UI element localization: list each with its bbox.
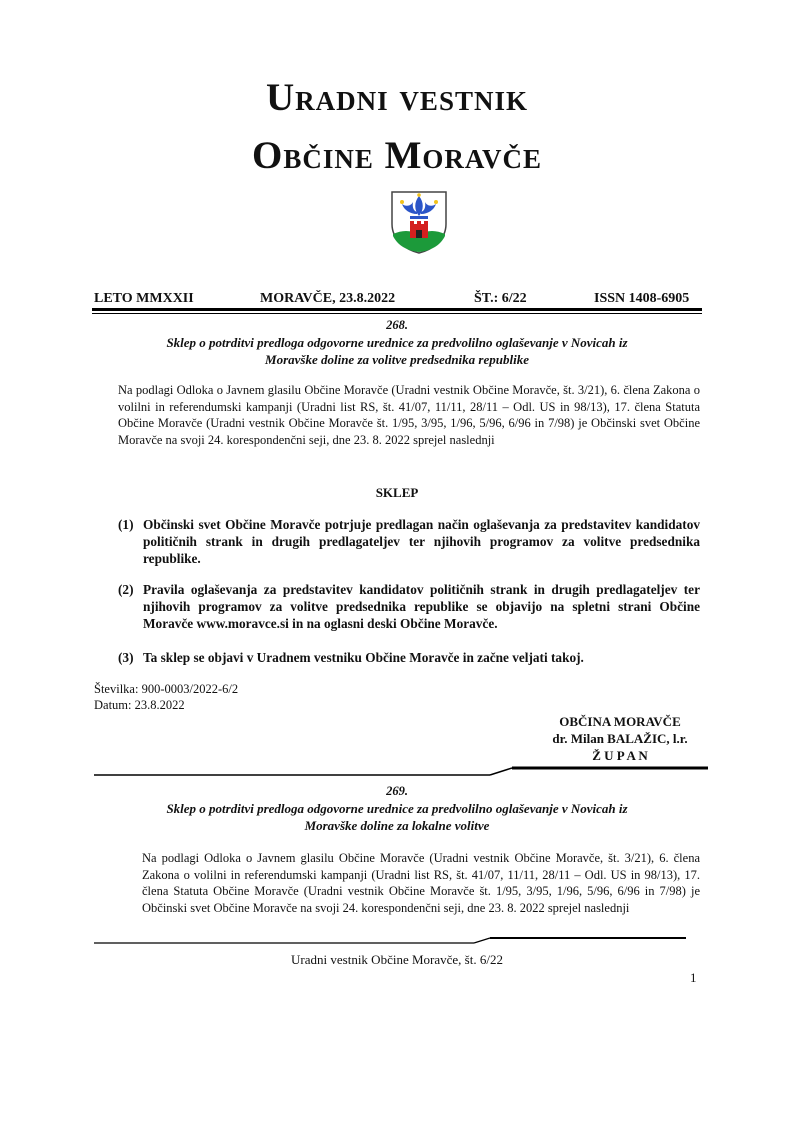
decision-item-2-text: Pravila oglaševanja za predstavitev kandidatov političnih strank in drugih predlagateljev ter njihovih programov za volitve predsednika republike se objavijo na spletni strani Občine Moravče www.moravce.si in na oglasni deski Občine Moravče. <box>143 582 700 631</box>
masthead-rule-thick <box>92 308 702 311</box>
decision-item-2 <box>118 581 700 632</box>
act-269-heading-line2: Moravške doline za lokalne volitve <box>304 818 490 833</box>
page-number: 1 <box>690 970 697 985</box>
masthead-place-date: MORAVČE, 23.8.2022 <box>260 291 396 306</box>
act-268-decision-title: SKLEP <box>375 485 419 500</box>
act-269-heading-line1: Sklep o potrditvi predloga odgovorne urednice za predvolilno oglaševanje v Novicah iz <box>166 801 628 816</box>
section-separator <box>94 763 708 779</box>
act-268-reference <box>94 681 238 713</box>
decision-item-1 <box>118 516 700 567</box>
act-268-datum: Datum: 23.8.2022 <box>94 698 185 712</box>
masthead-year: LETO MMXXII <box>94 291 194 306</box>
masthead-bar <box>94 291 700 309</box>
signature-mayor-name: dr. Milan BALAŽIC, l.r. <box>552 731 688 746</box>
masthead-issn: ISSN 1408-6905 <box>594 291 690 306</box>
page-footer: Uradni vestnik Občine Moravče, št. 6/22 <box>291 952 503 967</box>
decision-item-1-number: (1) <box>118 517 134 532</box>
act-268-signature <box>540 713 700 764</box>
municipal-coat-of-arms-icon <box>390 190 448 254</box>
act-269-intro: Na podlagi Odloka o Javnem glasilu Občine Moravče (Uradni vestnik Občine Moravče, št. 3/21), 6. člena Zakona o volilni in referendumski kampanji (Uradni list RS, št. 41/07, 11/11, 28/11 – Odl. US in 98/13), 17. člena Statuta Občine Moravče (Uradni vestnik Občine Moravče št. 1/95, 3/95, 1/96, 5/96, 6/96 in 7/98) je Občinski svet Občine Moravče na svoji 24. korespondenčni seji, dne 23. 8. 2022 sprejel naslednji <box>142 851 700 915</box>
decision-item-1-text: Občinski svet Občine Moravče potrjuje predlagan način oglaševanja za predstavitev kandidatov političnih strank in drugih predlagateljev ter njihovih programov za volitve predsednika republike. <box>143 517 700 566</box>
decision-item-2-number: (2) <box>118 582 134 597</box>
act-269-number: 269. <box>386 784 408 798</box>
decision-item-3-text: Ta sklep se objavi v Uradnem vestniku Občine Moravče in začne veljati takoj. <box>143 650 584 665</box>
signature-title: Ž U P A N <box>592 748 648 763</box>
act-268-stevilka: Številka: 900-0003/2022-6/2 <box>94 682 239 696</box>
act-269-heading <box>94 800 700 834</box>
gazette-title-line1: Uradni vestnik <box>266 76 528 119</box>
decision-item-3 <box>118 649 700 666</box>
act-268-heading-line1: Sklep o potrditvi predloga odgovorne urednice za predvolilno oglaševanje v Novicah iz <box>166 335 628 350</box>
gazette-title-line2: Občine Moravče <box>252 134 542 177</box>
masthead-issue: ŠT.: 6/22 <box>474 291 527 306</box>
masthead-rule-thin <box>92 313 702 314</box>
signature-municipality: OBČINA MORAVČE <box>559 714 681 729</box>
act-268-heading <box>94 334 700 368</box>
act-268-intro: Na podlagi Odloka o Javnem glasilu Občine Moravče (Uradni vestnik Občine Moravče, št. 3/21), 6. člena Zakona o volilni in referendumski kampanji (Uradni list RS, št. 41/07, 11/11, 28/11 – Odl. US in 98/13), 17. člena Statuta Občine Moravče (Uradni vestnik Občine Moravče št. 1/95, 3/95, 1/96, 5/96, 6/96 in 7/98) je Občinski svet Občine Moravče na svoji 24. korespondenčni seji, dne 23. 8. 2022 sprejel naslednji <box>118 383 700 447</box>
footer-separator <box>94 934 686 946</box>
act-268-number: 268. <box>386 318 408 332</box>
act-268-heading-line2: Moravške doline za volitve predsednika republike <box>265 352 529 367</box>
decision-item-3-number: (3) <box>118 650 134 665</box>
